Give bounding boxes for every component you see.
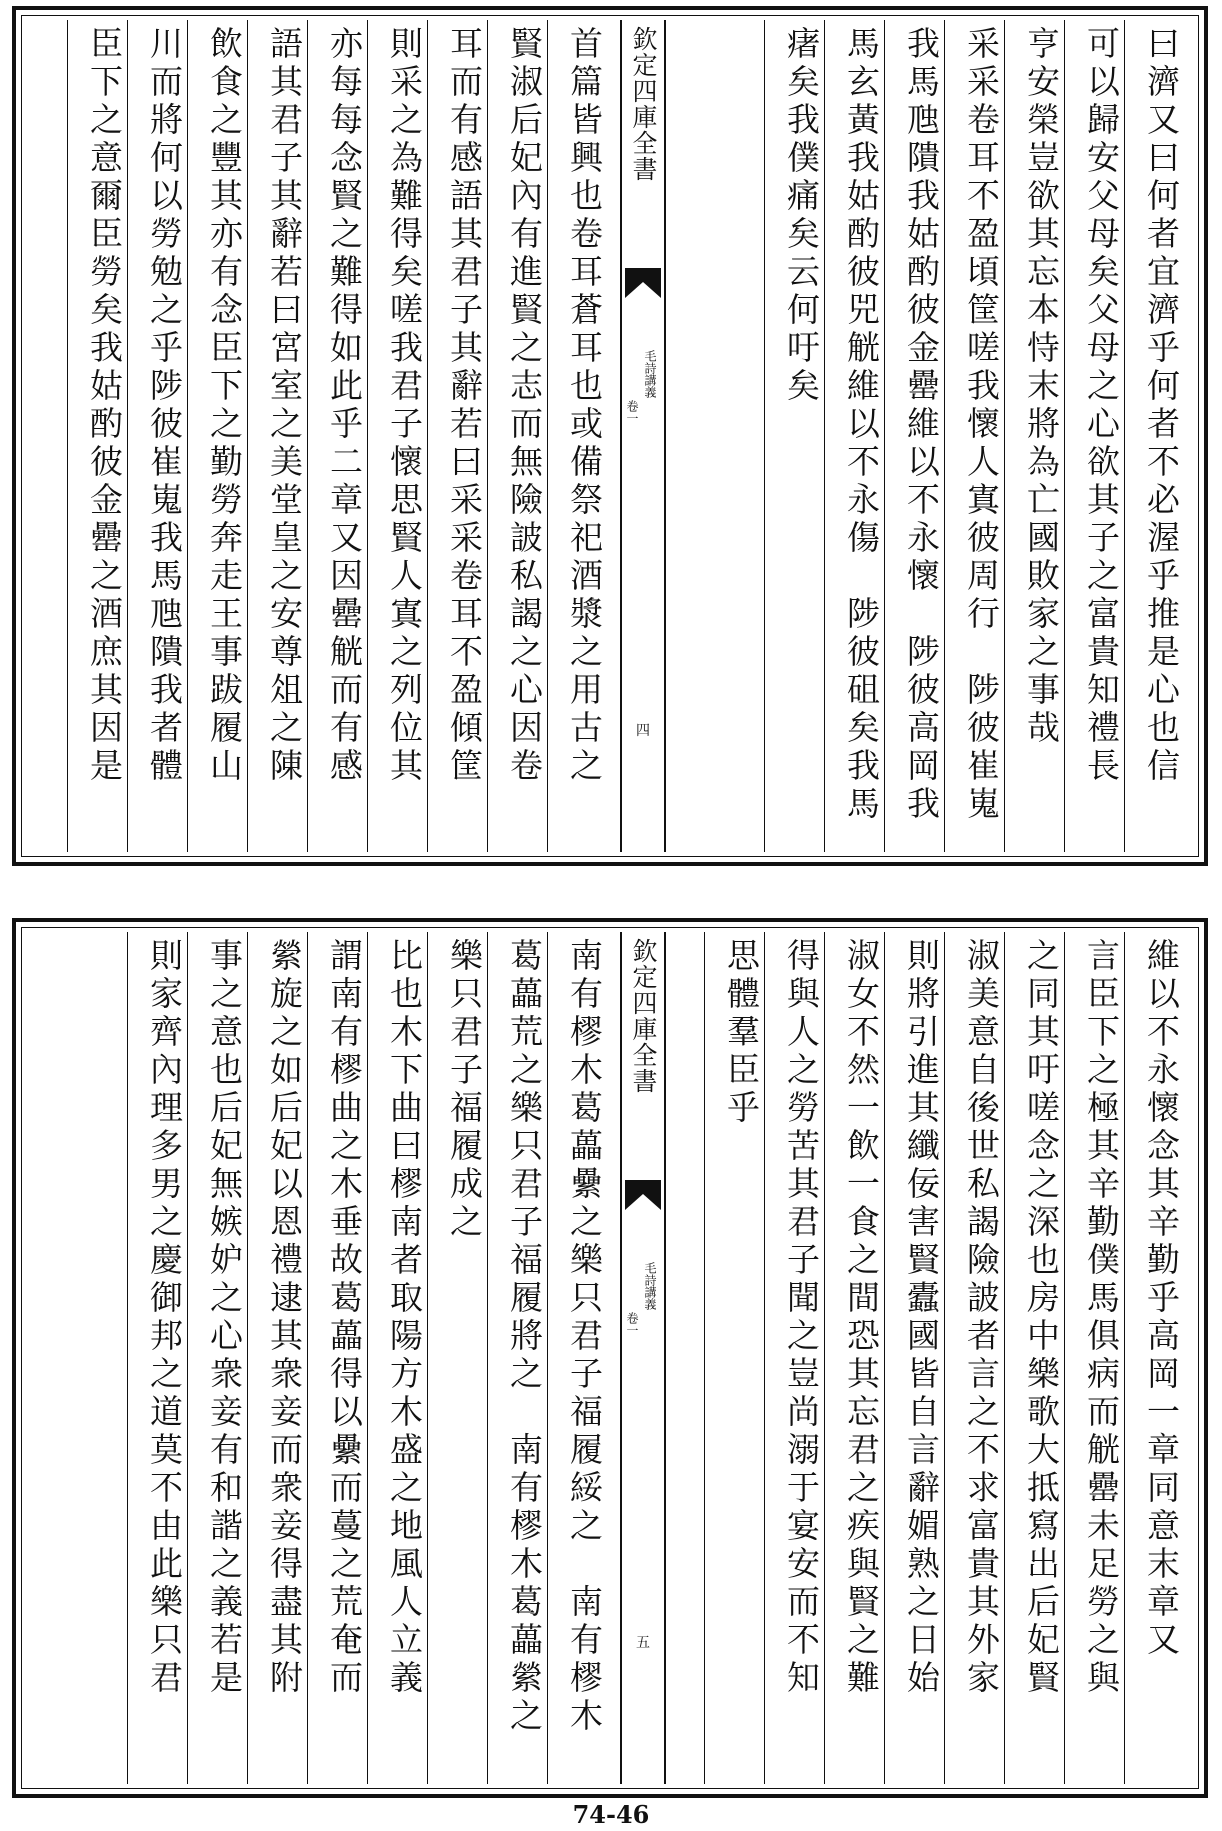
top-right-col-3: 亨安榮豈欲其忘本恃末將為亡國敗家之事哉 — [1022, 26, 1061, 748]
bottom-page-number: 五 — [636, 1635, 650, 1651]
bottom-left-col-2: 葛藟荒之樂只君子福履將之 南有樛木葛藟縈之 — [505, 938, 544, 1736]
bottom-center-title: 欽定四庫全書 — [629, 938, 658, 1094]
top-left-col-6: 語其君子其辭若曰宮室之美堂皇之安尊俎之陳 — [265, 26, 304, 786]
top-left-col-1: 首篇皆興也卷耳蒼耳也或備祭祀酒漿之用古之 — [565, 26, 604, 786]
bottom-right-col-7: 得與人之勞苦其君子聞之豈尚溺于宴安而不知 — [782, 938, 821, 1698]
bottom-right-col-3: 之同其吁嗟念之深也房中樂歌大抵寫出后妃賢 — [1022, 938, 1061, 1698]
top-center-title: 欽定四庫全書 — [629, 26, 658, 182]
top-left-col-9: 臣下之意爾臣勞矣我姑酌彼金罍之酒庶其因是 — [85, 26, 124, 786]
bottom-left-col-4: 比也木下曲曰樛南者取陽方木盛之地風人立義 — [385, 938, 424, 1698]
bottom-right-col-5: 則將引進其纖佞害賢蠹國皆自言辭媚熟之日始 — [902, 938, 941, 1698]
bottom-left-col-5: 謂南有樛曲之木垂故葛藟得以纍而蔓之荒奄而 — [325, 938, 364, 1698]
top-left-col-4: 則采之為難得矣嗟我君子懷思賢人寘之列位其 — [385, 26, 424, 786]
bottom-page — [12, 918, 1208, 1798]
bottom-right-col-1: 維以不永懷念其辛勤乎高岡一章同意末章又 — [1142, 938, 1181, 1660]
top-left-col-3: 耳而有感語其君子其辭若曰采采卷耳不盈傾筐 — [445, 26, 484, 786]
top-center-juan: 卷一 — [625, 400, 639, 424]
top-right-col-6: 馬玄黃我姑酌彼兕觥維以不永傷 陟彼砠矣我馬 — [842, 26, 881, 824]
bottom-left-col-7: 事之意也后妃無嫉妒之心衆妾有和諧之義若是 — [205, 938, 244, 1698]
bottom-center-subtitle: 毛詩講義 — [643, 1262, 657, 1310]
top-page — [12, 6, 1208, 866]
top-left-col-8: 川而將何以勞勉之乎陟彼崔嵬我馬虺隤我者體 — [145, 26, 184, 786]
bottom-left-col-3: 樂只君子福履成之 — [445, 938, 484, 1242]
bottom-left-col-8: 則家齊內理多男之慶御邦之道莫不由此樂只君 — [145, 938, 184, 1698]
bottom-right-col-4: 淑美意自後世私謁險詖者言之不求富貴其外家 — [962, 938, 1001, 1698]
top-right-col-7: 瘏矣我僕痛矣云何吁矣 — [782, 26, 821, 406]
bottom-center-juan: 卷一 — [625, 1312, 639, 1336]
bottom-right-col-6: 淑女不然一飲一食之間恐其忘君之疾與賢之難 — [842, 938, 881, 1698]
top-page-number: 四 — [636, 723, 650, 739]
footer-page-label: 74-46 — [572, 1800, 650, 1829]
bottom-left-col-1: 南有樛木葛藟纍之樂只君子福履綏之 南有樛木 — [565, 938, 604, 1736]
bottom-right-col-8: 思體羣臣乎 — [722, 938, 761, 1128]
top-center-subtitle: 毛詩講義 — [643, 350, 657, 398]
bottom-left-col-6: 縈旋之如后妃以恩禮逮其衆妾而衆妾得盡其附 — [265, 938, 304, 1698]
bottom-center-column — [620, 932, 666, 1784]
top-left-col-2: 賢淑后妃內有進賢之志而無險詖私謁之心因卷 — [505, 26, 544, 786]
top-center-column — [620, 20, 666, 852]
top-left-col-5: 亦每每念賢之難得如此乎二章又因罍觥而有感 — [325, 26, 364, 786]
fishtail-icon — [625, 268, 661, 298]
bottom-right-col-2: 言臣下之極其辛勤僕馬俱病而觥罍未足勞之與 — [1082, 938, 1121, 1698]
top-left-col-7: 飲食之豐其亦有念臣下之勤勞奔走王事跋履山 — [205, 26, 244, 786]
top-right-col-4: 采采卷耳不盈頃筐嗟我懷人寘彼周行 陟彼崔嵬 — [962, 26, 1001, 824]
fishtail-icon — [625, 1180, 661, 1210]
top-right-col-5: 我馬虺隤我姑酌彼金罍維以不永懷 陟彼高岡我 — [902, 26, 941, 824]
top-right-col-2: 可以歸安父母矣父母之心欲其子之富貴知禮長 — [1082, 26, 1121, 786]
top-right-col-1: 曰濟又曰何者宜濟乎何者不必渥乎推是心也信 — [1142, 26, 1181, 786]
